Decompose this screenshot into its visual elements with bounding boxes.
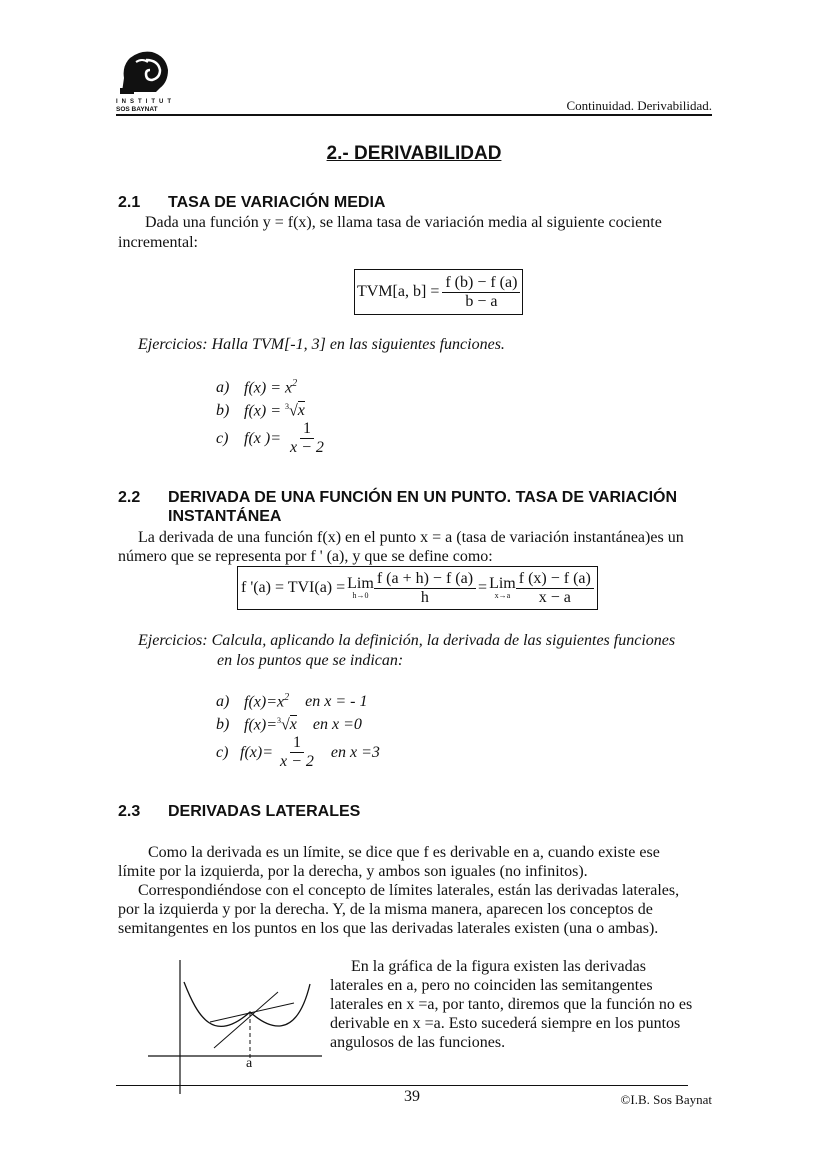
exercises-2-2-line-2: en los puntos que se indican: — [217, 652, 404, 669]
header-rule — [116, 114, 712, 116]
section-2-2-text-1: La derivada de una función f(x) en el punto x = a (tasa de variación instantánea)es un — [138, 529, 684, 546]
figure-caption-5: angulosos de las funciones. — [330, 1034, 506, 1051]
section-2-3-para1-line2: límite por la izquierda, por la derecha, y ambos son iguales (no infinitos). — [118, 863, 588, 880]
exercise-label: c) — [216, 743, 229, 761]
exercise-2-2-c — [216, 734, 380, 771]
exercise-expr: f(x )= — [244, 429, 281, 447]
root-index: 3 — [277, 716, 281, 725]
exercise-2-2-a — [216, 688, 367, 712]
root-index: 3 — [285, 402, 289, 411]
exercise-label: b) — [216, 716, 230, 734]
tvm-fraction — [442, 274, 520, 311]
exercise-label: a) — [216, 693, 230, 711]
exercise-fraction-numerator: 1 — [290, 734, 304, 753]
exercise-fraction — [287, 420, 327, 457]
limit-1-text: Lim — [347, 575, 374, 592]
derivative-fraction-1-numerator: f (a + h) − f (a) — [374, 570, 476, 589]
running-title: Continuidad. Derivabilidad. — [566, 98, 712, 113]
exercise-point: en x =3 — [330, 743, 380, 761]
figure-caption-1: En la gráfica de la figura existen las derivadas — [351, 958, 646, 975]
derivative-fraction-2-denominator: x − a — [538, 588, 571, 606]
page-title: 2.- DERIVABILIDAD — [326, 143, 502, 164]
school-logo — [116, 48, 175, 113]
limit-1-subscript: h→0 — [352, 591, 369, 600]
radicand: x — [289, 716, 297, 734]
radicand: x — [297, 402, 305, 420]
exercise-expr: f(x) = — [244, 402, 285, 420]
equals-sign: = — [478, 579, 488, 596]
logo-text-2: SOS BAYNAT — [116, 106, 158, 113]
section-2-1-heading: TASA DE VARIACIÓN MEDIA — [168, 194, 386, 211]
exercise-point: en x =0 — [312, 716, 362, 734]
exercise-label: c) — [216, 429, 229, 447]
radical-sign-icon: √ — [281, 716, 290, 734]
copyright: ©I.B. Sos Baynat — [620, 1092, 712, 1107]
section-2-3-para2-line3: semitangentes en los puntos en los que las derivadas laterales existen (una o ambas). — [118, 920, 659, 937]
exercise-expr: f(x)= — [240, 743, 273, 761]
tvm-formula-lhs: TVM[a, b] = — [357, 283, 440, 300]
section-2-3-para2-line2: por la izquierda y por la derecha. Y, de la misma manera, aparecen los conceptos de — [118, 901, 653, 918]
logo-text-1: INSTITUT — [116, 99, 175, 105]
limit-2 — [489, 576, 516, 600]
section-2-3-para2-line1: Correspondiéndose con el concepto de límites laterales, están las derivadas laterales, — [138, 882, 680, 899]
derivative-fraction-1-denominator: h — [420, 588, 429, 606]
section-2-2-heading-1: DERIVADA DE UNA FUNCIÓN EN UN PUNTO. TASA DE VARIACIÓN — [168, 489, 678, 506]
figure-caption-3: laterales en x =a, por tanto, diremos que la función no es — [330, 996, 693, 1013]
exercise-2-1-c — [216, 420, 327, 457]
right-semitangent — [210, 1003, 294, 1022]
derivative-fraction-2 — [516, 570, 594, 607]
exercises-2-2-line-1: Ejercicios: Calcula, aplicando la definición, la derivada de las siguientes funciones — [138, 632, 676, 649]
limit-1 — [347, 576, 374, 600]
exercise-point: en x = - 1 — [305, 693, 368, 711]
tvm-formula-box — [354, 269, 523, 315]
section-2-3-number: 2.3 — [118, 803, 141, 820]
school-logo-icon — [116, 48, 172, 94]
exercise-2-2-b — [216, 711, 362, 735]
figure-caption-2: laterales en a, pero no coinciden las semitangentes — [330, 977, 653, 994]
section-2-3-heading: DERIVADAS LATERALES — [168, 803, 361, 820]
exercise-fraction — [277, 734, 317, 771]
section-2-2-text-2: número que se representa por f ' (a), y que se define como: — [118, 548, 493, 565]
left-semitangent — [214, 992, 278, 1048]
lateral-derivatives-graph — [146, 958, 326, 1098]
exercise-exponent: 2 — [284, 692, 290, 703]
exercise-expr: f(x) = x — [244, 379, 293, 397]
footer-rule — [116, 1085, 688, 1086]
derivative-formula-lhs: f '(a) = TVI(a) = — [241, 579, 346, 596]
exercise-exponent: 2 — [292, 378, 298, 389]
section-2-2-number: 2.2 — [118, 489, 141, 506]
exercise-fraction-numerator: 1 — [300, 420, 314, 439]
exercise-expr: f(x)=x — [244, 693, 285, 711]
exercises-2-1-intro: Ejercicios: Halla TVM[-1, 3] en las siguientes funciones. — [138, 336, 505, 353]
exercise-fraction-denominator: x − 2 — [290, 439, 324, 456]
section-2-2-heading-2: INSTANTÁNEA — [168, 508, 282, 525]
derivative-formula-box — [237, 566, 598, 610]
section-2-3-para1-line1: Como la derivada es un límite, se dice que f es derivable en a, cuando existe ese — [148, 844, 660, 861]
derivative-fraction-1 — [374, 570, 476, 607]
section-2-1-text-2: incremental: — [118, 234, 198, 251]
exercise-label: b) — [216, 402, 230, 420]
tvm-fraction-numerator: f (b) − f (a) — [442, 274, 520, 293]
page-number: 39 — [404, 1088, 420, 1105]
exercise-label: a) — [216, 379, 230, 397]
exercise-2-1-a — [216, 374, 297, 398]
limit-2-text: Lim — [489, 575, 516, 592]
section-2-1-text-1: Dada una función y = f(x), se llama tasa de variación media al siguiente cociente — [145, 214, 662, 231]
exercise-expr: f(x)= — [244, 716, 277, 734]
derivative-fraction-2-numerator: f (x) − f (a) — [516, 570, 594, 589]
exercise-fraction-denominator: x − 2 — [280, 753, 314, 770]
radical-sign-icon: √ — [289, 402, 298, 420]
limit-2-subscript: x→a — [494, 591, 511, 600]
figure-caption-4: derivable en x =a. Esto sucederá siempre en los puntos — [330, 1015, 681, 1032]
tvm-fraction-denominator: b − a — [465, 292, 498, 310]
section-2-1-number: 2.1 — [118, 194, 141, 211]
graph-point-label: a — [246, 1056, 253, 1071]
exercise-2-1-b — [216, 397, 305, 421]
function-curve — [184, 982, 310, 1026]
